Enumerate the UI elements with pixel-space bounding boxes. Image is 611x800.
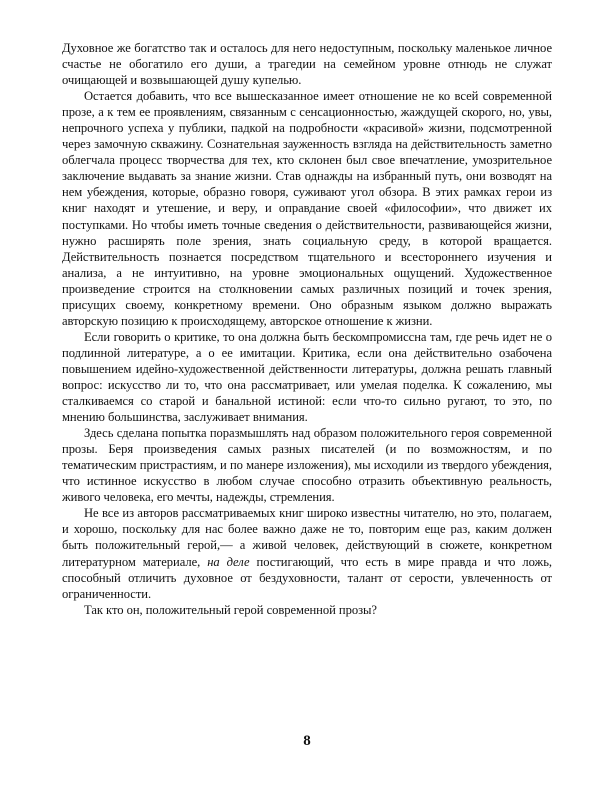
paragraph-5-text-after: постигающий, что есть в мире правда и что ложь, способный отличить духовное от бездуховности, талант от серости, увлеченность от ограниченности. [62, 554, 552, 601]
paragraph-2: Остается добавить, что все вышесказанное имеет отношение не ко всей современной прозе, а к тем ее проявлениям, связанным с сенсационностью, жаждущей скорого, но, увы, непрочного успеха у публики, падкой на подробности «красивой» жизни, подсмотренной через замочную скважину. Сознательная зауженность взгляда на действительность заметно облегчала процесс творчества для тех, кто склонен был свое впечатление, умозрительное заключение выдавать за знание жизни. Став однажды на избранный путь, они возводят на нем убеждения, которые, образно говоря, суживают угол обзора. В этих рамках герои из книг находят и утешение, и веру, и оправдание своей «философии», что движет их поступками. Но чтобы иметь точные сведения о действительности, развивающейся жизни, нужно расширять поле зрения, знать социальную среду, в которой вращается. Действительность познается посредством тщательного и всестороннего изучения и анализа, а не интуитивно, на уровне эмоциональных ощущений. Художественное произведение строится на столкновении самых различных позиций и точек зрения, присущих своему, конкретному времени. Оно образным языком должно выражать авторскую позицию к происходящему, авторское отношение к жизни. [62, 89, 552, 328]
paragraph-4: Здесь сделана попытка поразмышлять над образом положительного героя современной прозы. Беря произведения самых разных писателей (и по возможностям, и по тематическим пристрастиям, и по манере изложения), мы исходили из твердого убеждения, что истинное искусство в любом случае способно отразить объективную реальность, живого человека, его мечты, надежды, стремления. [62, 426, 552, 505]
paragraph-1: Духовное же богатство так и осталось для него недоступным, поскольку маленькое личное счастье не обогатило его души, а трагедии на семейном уровне отнюдь не служат очищающей и возвышающей душу купелью. [62, 41, 552, 88]
body-text [62, 40, 552, 618]
paragraph-6: Так кто он, положительный герой современной прозы? [84, 602, 377, 617]
paragraph-5 [62, 505, 552, 601]
book-page [62, 40, 552, 760]
paragraph-5-emphasis: на деле [207, 554, 250, 569]
page-number: 8 [303, 733, 311, 749]
paragraph-5-text-before: Не все из авторов рассматриваемых книг широко известны читателю, но это, полагаем, и хорошо, поскольку для нас более важно даже не то, повторим еще раз, каким должен быть положительный герой,— а живой человек, действующий в сюжете, конкретном литературном материале, [62, 506, 552, 569]
paragraph-3: Если говорить о критике, то она должна быть бескомпромиссна там, где речь идет не о подлинной литературе, а о ее имитации. Критика, если она действительно озабочена повышением идейно-художественной действенности литературы, должна решать главный вопрос: искусство ли то, что она рассматривает, или умелая поделка. К сожалению, мы сталкиваемся со старой и банальной истиной: если что-то сильно ругают, то это, по мнению большинства, заслуживает внимания. [62, 329, 552, 425]
